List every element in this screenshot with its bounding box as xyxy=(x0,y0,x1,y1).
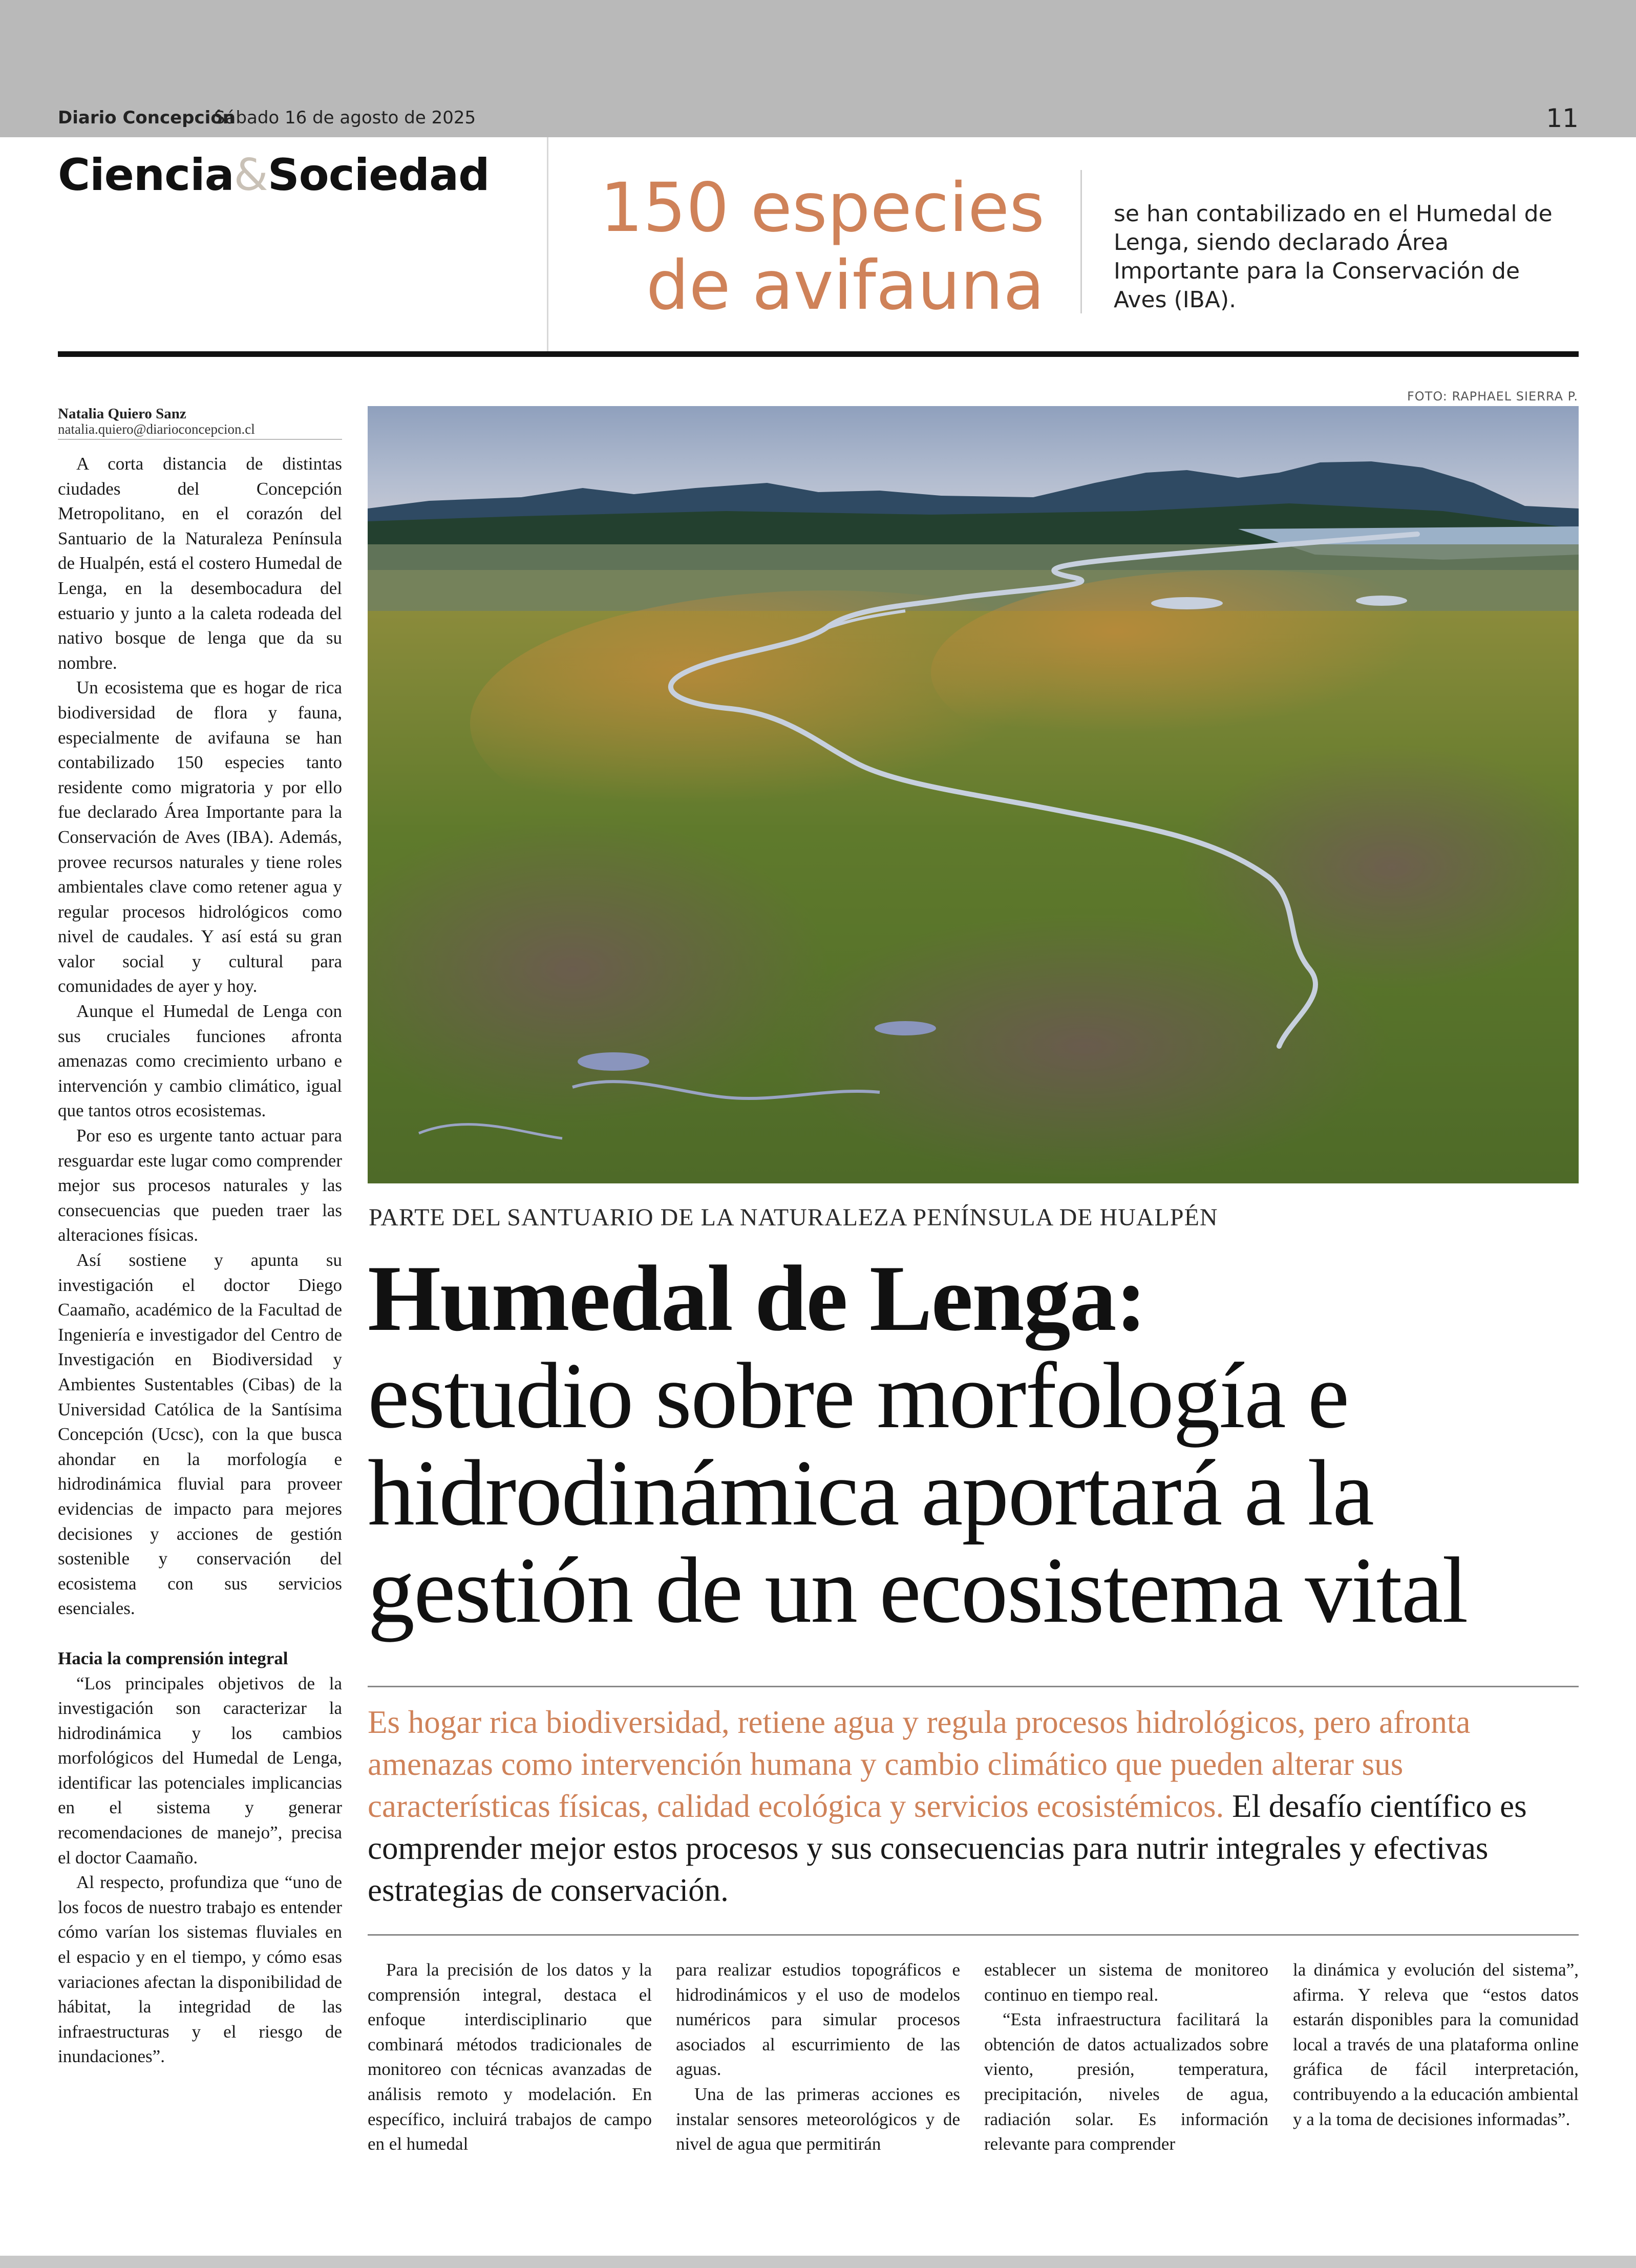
header-divider xyxy=(547,137,548,352)
highlight-stat xyxy=(563,169,1045,325)
paragraph: Para la precisión de los datos y la comprensión integral, destaca el enfoque interdisciplinario que combinará métodos tradicionales de monitoreo con técnicas avanzadas de análisis remoto y modelación. En específico, incluirá trabajos de campo en el humedal xyxy=(368,1960,652,2154)
page-header xyxy=(58,103,1579,136)
section-title-part1: Ciencia xyxy=(58,150,234,201)
paragraph: “Los principales objetivos de la investigación son caracterizar la hidrodinámica y los cambios morfológicos del Humedal de Lenga, identificar las potenciales implicancias en el sistema y generar recomendaciones de manejo”, precisa el doctor Caamaño. xyxy=(58,1673,342,1868)
article-headline xyxy=(368,1246,1579,1642)
page-number: 11 xyxy=(1546,103,1579,133)
paragraph: Al respecto, profundiza que “uno de los focos de nuestro trabajo es entender cómo varían los sistemas fluviales en el espacio y en el tiempo, y cómo esas variaciones afectan la disponibilidad de hábitat, la integridad de las infraestructuras y el riesgo de inundaciones”. xyxy=(58,1872,342,2067)
left-column xyxy=(58,452,342,2069)
header-rule xyxy=(58,351,1579,357)
photo-credit: FOTO: RAPHAEL SIERRA P. xyxy=(1407,389,1578,404)
dek-bottom-rule xyxy=(368,1934,1579,1936)
body-column-2 xyxy=(676,1958,960,2157)
article-dek xyxy=(368,1701,1579,1911)
body-column-3 xyxy=(984,1958,1268,2157)
author-email: natalia.quiero@diarioconcepcion.cl xyxy=(58,421,255,437)
section-ampersand: & xyxy=(233,150,268,201)
paragraph: A corta distancia de distintas ciudades del Concepción Metropolitano, en el corazón del Santuario de la Naturaleza Península de Hualpén, está el costero Humedal de Lenga, en la desembocadura del estuario y junto a la caleta rodeada del nativo bosque de lenga que da su nombre. xyxy=(58,454,342,673)
paragraph: para realizar estudios topográficos e hidrodinámicos y el uso de modelos numéricos para simular procesos asociados al escurrimiento de las aguas. xyxy=(676,1960,960,2080)
author-name: Natalia Quiero Sanz xyxy=(58,406,186,422)
paragraph: Así sostiene y apunta su investigación el doctor Diego Caamaño, académico de la Facultad de Ingeniería e investigador del Centro de Investigación en Biodiversidad y Ambientes Sustentables (Cibas) de la Universidad Católica de la Santísima Concepción (Ucsc), con la que busca ahondar en la morfología e hidrodinámica fluvial para proveer evidencias de impacto para mejores decisiones y acciones de gestión sostenible y conservación del ecosistema con sus servicios esenciales. xyxy=(58,1250,342,1619)
subheading: Hacia la comprensión integral xyxy=(58,1648,288,1668)
paragraph: Aunque el Humedal de Lenga con sus cruciales funciones afronta amenazas como crecimiento urbano e intervención y cambio climático, igual que tantos otros ecosistemas. xyxy=(58,1001,342,1121)
headline-rest: estudio sobre morfología e hidrodinámica aportará a la gestión de un ecosistema vital xyxy=(368,1343,1468,1642)
dek-accent: Es hogar rica biodiversidad, retiene agua y regula procesos hidrológicos, pero afronta amenazas como intervención humana y cambio climático que pueden alterar sus características físicas, calidad ecológica y servicios ecosistémicos. xyxy=(368,1704,1471,1824)
body-column-1 xyxy=(368,1958,652,2157)
paragraph: “Esta infraestructura facilitará la obtención de datos actualizados sobre viento, presión, temperatura, precipitación, niveles de agua, radiación solar. Es información relevante para comprender xyxy=(984,2009,1268,2154)
wetland-photo-illustration xyxy=(368,406,1579,1183)
paragraph: la dinámica y evolución del sistema”, afirma. Y releva que “estos datos estarán disponibles para la comunidad local a través de una plataforma online gráfica de fácil interpretación, contribuyendo a la educación ambiental y a la toma de decisiones informadas”. xyxy=(1293,1960,1579,2129)
wetland-aerial-photo xyxy=(368,406,1579,1183)
paragraph: Por eso es urgente tanto actuar para resguardar este lugar como comprender mejor sus procesos naturales y las consecuencias que pueden traer las alteraciones físicas. xyxy=(58,1126,342,1245)
paragraph: establecer un sistema de monitoreo continuo en tiempo real. xyxy=(984,1960,1268,2005)
body-column-4 xyxy=(1293,1958,1579,2132)
highlight-divider xyxy=(1080,170,1082,313)
dek-rest: El desafío científico es comprender mejor estos procesos y sus consecuencias para nutrir integrales y efectivas estrategias de conservación. xyxy=(368,1788,1527,1908)
issue-date: Sábado 16 de agosto de 2025 xyxy=(214,108,476,128)
section-title xyxy=(58,150,490,201)
byline-rule xyxy=(58,439,342,440)
paragraph: Una de las primeras acciones es instalar sensores meteorológicos y de nivel de agua que permitirán xyxy=(676,2084,960,2154)
headline-bold: Humedal de Lenga: xyxy=(368,1246,1146,1350)
paper-name: Diario Concepción xyxy=(58,108,235,128)
highlight-description: se han contabilizado en el Humedal de Lenga, siendo declarado Área Importante para la Conservación de Aves (IBA). xyxy=(1114,201,1553,313)
highlight-stat-line2: de avifauna xyxy=(646,246,1045,325)
section-title-part2: Sociedad xyxy=(267,150,490,201)
highlight-stat-line1: 150 especies xyxy=(600,168,1045,247)
article-kicker: PARTE DEL SANTUARIO DE LA NATURALEZA PENÍNSULA DE HUALPÉN xyxy=(369,1204,1218,1231)
dek-top-rule xyxy=(368,1686,1579,1687)
bottom-margin-band xyxy=(0,2256,1636,2268)
paragraph: Un ecosistema que es hogar de rica biodiversidad de flora y fauna, especialmente de avifauna se han contabilizado 150 especies tanto residente como migratoria y por ello fue declarado Área Importante para la Conservación de Aves (IBA). Además, provee recursos naturales y tiene roles ambientales clave como retener agua y regular procesos hidrológicos como nivel de caudales. Y así está su gran valor social y cultural para comunidades de ayer y hoy. xyxy=(58,677,342,997)
